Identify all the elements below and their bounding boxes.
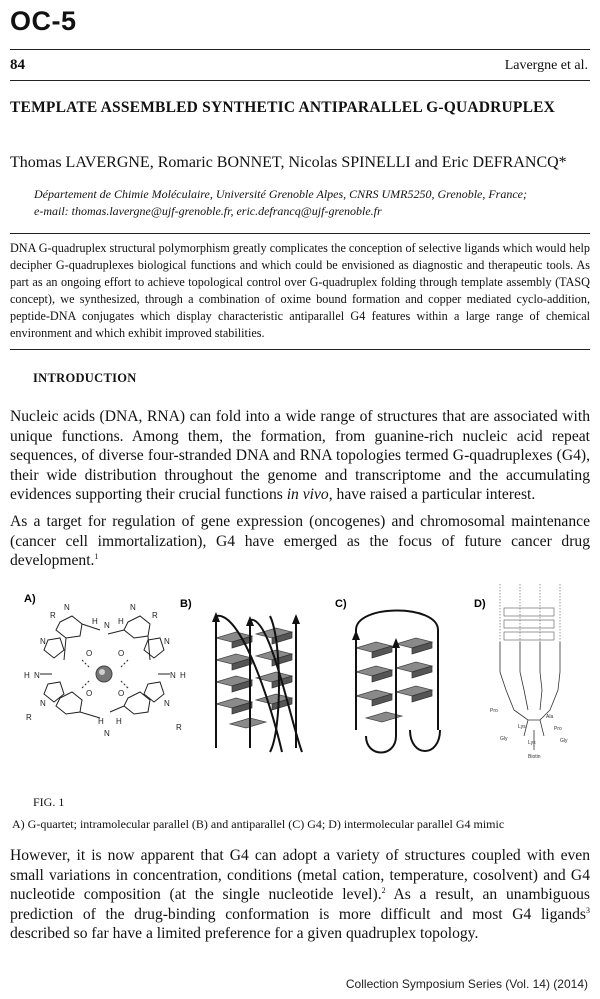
page-number: 84 <box>10 57 25 73</box>
svg-text:H: H <box>98 717 104 726</box>
svg-text:Ala: Ala <box>546 714 554 720</box>
affiliation <box>34 186 584 220</box>
text-run: As a target for regulation of gene expression (oncogenes) and chromosomal maintenance (cancer cell immortalization), G4 have emerged as the focus of future cancer drug development. <box>10 513 590 569</box>
figure-1 <box>20 580 585 780</box>
section-heading: INTRODUCTION <box>33 371 137 385</box>
svg-text:R: R <box>152 611 158 620</box>
text-run: However, it is now apparent that G4 can adopt a variety of structures coupled with even small variations in concentration, conditions (metal cation, temperature, cosolvent) and G4 nucleotide composition (at the single nucleotide level). <box>10 847 590 903</box>
text-run: described so far have a limited preference for a given quadruplex topology. <box>10 925 479 942</box>
svg-text:Gly: Gly <box>560 738 568 744</box>
panel-label-c: C) <box>335 598 347 610</box>
antiparallel-g4-diagram <box>352 611 440 753</box>
section-code: OC-5 <box>10 6 77 36</box>
running-head: Lavergne et al. <box>504 58 588 73</box>
g4-mimic-diagram <box>490 584 568 760</box>
svg-text:R: R <box>26 713 32 722</box>
svg-text:N: N <box>40 699 46 708</box>
cation-highlight <box>99 669 105 675</box>
svg-text:H: H <box>116 717 122 726</box>
svg-text:N: N <box>170 671 176 680</box>
email-line: e-mail: thomas.lavergne@ujf-grenoble.fr, eric.defrancq@ujf-grenoble.fr <box>34 204 382 218</box>
svg-text:O: O <box>118 689 125 698</box>
abstract: DNA G-quadruplex structural polymorphism greatly complicates the conception of selective ligands which would help decipher G-quadruplexes biological functions and which could be envisioned as diagnostic and therapeutic tools. As part as an ongoing effort to achieve topological control over G-quadruplex folding through template assembly (TASQ concept), we synthesized, through a combination of oxime bound formation and copper mediated cyclo-addition, peptide-DNA conjugates which display characteristic antiparallel G4 features within a large range of chemical environment and which exhibit improved stabilities. <box>10 241 590 340</box>
figure-label: FIG. 1 <box>33 795 65 809</box>
svg-text:N: N <box>104 621 110 630</box>
svg-text:O: O <box>86 649 93 658</box>
text-run: As a result, an unambiguous prediction of the drug-binding conformation is more difficult and most G4 ligands <box>10 886 590 923</box>
svg-text:Biotin: Biotin <box>528 754 541 760</box>
header-rule <box>10 80 590 81</box>
intro-paragraph-1 <box>10 407 590 505</box>
parallel-g4-diagram <box>206 612 306 752</box>
affiliation-line: Département de Chimie Moléculaire, Université Grenoble Alpes, CNRS UMR5250, Grenoble, France; <box>34 187 528 201</box>
svg-text:R: R <box>176 723 182 732</box>
svg-text:N: N <box>104 729 110 738</box>
article-title: TEMPLATE ASSEMBLED SYNTHETIC ANTIPARALLEL G-QUADRUPLEX <box>10 99 556 116</box>
svg-text:Pro: Pro <box>554 726 562 732</box>
abstract-bottom-rule <box>10 349 590 350</box>
panel-label-d: D) <box>474 598 486 610</box>
svg-text:H: H <box>92 617 98 626</box>
svg-text:N: N <box>130 603 136 612</box>
svg-text:N: N <box>164 637 170 646</box>
svg-text:Gly: Gly <box>500 736 508 742</box>
italic-run: in vivo <box>286 486 329 503</box>
svg-text:Lys: Lys <box>528 740 536 746</box>
svg-text:N: N <box>64 603 70 612</box>
svg-text:Pro: Pro <box>490 708 498 714</box>
abstract-top-rule <box>10 233 590 234</box>
panel-label-a: A) <box>24 593 36 605</box>
svg-text:H: H <box>180 671 186 680</box>
svg-text:O: O <box>86 689 93 698</box>
figure-caption: A) G-quartet; intramolecular parallel (B) and antiparallel (C) G4; D) intermolecular parallel G4 mimic <box>12 817 505 831</box>
svg-text:H: H <box>24 671 30 680</box>
svg-text:N: N <box>164 699 170 708</box>
svg-text:H: H <box>118 617 124 626</box>
svg-text:Lys: Lys <box>518 724 526 730</box>
text-run: , have raised a particular interest. <box>328 486 536 503</box>
reference-marker: 2 <box>381 885 386 895</box>
reference-marker: 3 <box>586 905 590 915</box>
author-list: Thomas LAVERGNE, Romaric BONNET, Nicolas SPINELLI and Eric DEFRANCQ* <box>10 154 567 171</box>
panel-label-b: B) <box>180 598 192 610</box>
text-run: Nucleic acids (DNA, RNA) can fold into a wide range of structures that are associated with unique functions. Among them, the formation, from guanine-rich nucleic acid repeat sequences, of diverse four-stranded DNA and RNA topologies termed G-quadruplexes (G4), their wide distribution throughout the genome and transcriptome and the accumulating evidences supporting their crucial functions <box>10 408 590 503</box>
footer-series: Collection Symposium Series (Vol. 14) (2014) <box>345 977 588 991</box>
reference-marker: 1 <box>94 551 99 561</box>
svg-text:N: N <box>34 671 40 680</box>
svg-text:N: N <box>40 637 46 646</box>
svg-text:O: O <box>118 649 125 658</box>
svg-text:R: R <box>50 611 56 620</box>
intro-paragraph-3 <box>10 846 590 944</box>
intro-paragraph-2 <box>10 512 590 571</box>
top-rule <box>10 49 590 50</box>
